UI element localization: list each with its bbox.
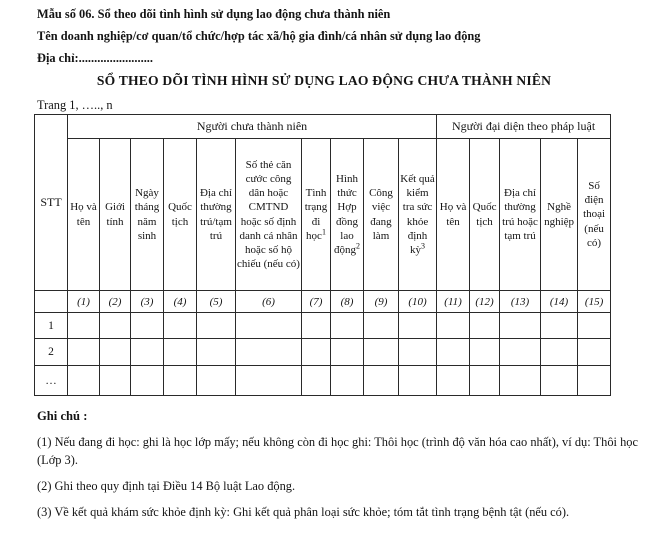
table-cell-empty xyxy=(197,313,236,339)
table-cell-empty xyxy=(302,313,331,339)
employer-name-line: Tên doanh nghiệp/cơ quan/tổ chức/hợp tác xã/hộ gia đình/cá nhân sử dụng lao động xyxy=(37,29,481,43)
table-cell-empty xyxy=(164,366,197,396)
col-header-quoc-tich: Quốc tịch xyxy=(164,139,197,291)
col-number: (8) xyxy=(331,291,364,313)
table-cell-empty xyxy=(164,313,197,339)
row-number: 2 xyxy=(35,339,68,366)
table-cell-empty xyxy=(331,366,364,396)
col-header-tinh-trang-di-hoc xyxy=(302,139,331,291)
table-cell-empty xyxy=(331,339,364,366)
col-number: (3) xyxy=(131,291,164,313)
group-header-minor: Người chưa thành niên xyxy=(68,115,437,139)
footnotes-heading: Ghi chú : xyxy=(37,409,88,423)
col-header-hop-dong xyxy=(331,139,364,291)
col-number: (13) xyxy=(500,291,541,313)
table-cell-empty xyxy=(399,339,437,366)
col-header-so-the: Số thẻ căn cước công dân hoặc CMTND hoặc số định danh cá nhân hoặc số hộ chiếu (nếu có) xyxy=(236,139,302,291)
row-number: … xyxy=(35,366,68,396)
table-cell-empty xyxy=(197,366,236,396)
table-cell-empty xyxy=(100,313,131,339)
table-cell-empty xyxy=(364,366,399,396)
table-row xyxy=(35,366,611,396)
table-cell-empty xyxy=(68,339,100,366)
footnote-3: (3) Về kết quả khám sức khỏe định kỳ: Ghi kết quả phân loại sức khỏe; tóm tắt tình trạng bệnh tật (nếu có). xyxy=(37,505,570,519)
labor-ledger-table xyxy=(34,114,611,396)
col-number: (1) xyxy=(68,291,100,313)
col-header-rep-ho-va-ten: Họ và tên xyxy=(437,139,470,291)
col-label: Hình thức Hợp đồng lao động xyxy=(334,172,358,256)
table-cell-empty xyxy=(541,313,578,339)
stt-number-blank xyxy=(35,291,68,313)
table-cell-empty xyxy=(331,313,364,339)
col-number: (9) xyxy=(364,291,399,313)
table-cell-empty xyxy=(500,313,541,339)
footnote-2: (2) Ghi theo quy định tại Điều 14 Bộ luật Lao động. xyxy=(37,479,296,493)
table-cell-empty xyxy=(541,366,578,396)
col-number: (10) xyxy=(399,291,437,313)
table-cell-empty xyxy=(578,366,611,396)
table-cell-empty xyxy=(302,339,331,366)
col-header-rep-so-dien-thoai: Số điện thoại (nếu có) xyxy=(578,139,611,291)
footnote-ref-3: 3 xyxy=(421,241,426,251)
table-cell-empty xyxy=(131,339,164,366)
table-cell-empty xyxy=(364,313,399,339)
table-row xyxy=(35,313,611,339)
table-cell-empty xyxy=(578,339,611,366)
table-cell-empty xyxy=(68,366,100,396)
table-cell-empty xyxy=(236,339,302,366)
table-cell-empty xyxy=(578,313,611,339)
col-number: (5) xyxy=(197,291,236,313)
table-cell-empty xyxy=(437,366,470,396)
table-cell-empty xyxy=(437,339,470,366)
col-number: (7) xyxy=(302,291,331,313)
table-cell-empty xyxy=(100,366,131,396)
col-header-rep-dia-chi: Địa chỉ thường trú hoặc tạm trú xyxy=(500,139,541,291)
page-title: SỔ THEO DÕI TÌNH HÌNH SỬ DỤNG LAO ĐỘNG CHƯA THÀNH NIÊN xyxy=(96,73,552,88)
table-cell-empty xyxy=(100,339,131,366)
col-number: (12) xyxy=(470,291,500,313)
col-number: (15) xyxy=(578,291,611,313)
table-cell-empty xyxy=(470,366,500,396)
col-header-ngay-sinh: Ngày tháng năm sinh xyxy=(131,139,164,291)
col-header-rep-nghe-nghiep: Nghề nghiệp xyxy=(541,139,578,291)
table-cell-empty xyxy=(197,339,236,366)
col-number: (2) xyxy=(100,291,131,313)
col-number: (6) xyxy=(236,291,302,313)
table-cell-empty xyxy=(470,313,500,339)
footnote-ref-2: 2 xyxy=(356,241,360,251)
table-cell-empty xyxy=(500,366,541,396)
table-cell-empty xyxy=(302,366,331,396)
table-cell-empty xyxy=(131,366,164,396)
footnote-ref-1: 1 xyxy=(321,227,326,237)
col-header-suc-khoe xyxy=(399,139,437,291)
col-label: Tình trạng đi học xyxy=(304,187,328,242)
group-header-row xyxy=(35,115,611,139)
column-number-row xyxy=(35,291,611,313)
table-cell-empty xyxy=(399,313,437,339)
table-cell-empty xyxy=(164,339,197,366)
table-cell-empty xyxy=(437,313,470,339)
table-cell-empty xyxy=(236,313,302,339)
col-label: Kết quả kiểm tra sức khỏe định kỳ xyxy=(400,172,435,256)
page-number-label: Trang 1, ….., n xyxy=(37,98,113,112)
document-header xyxy=(37,7,628,65)
table-cell-empty xyxy=(236,366,302,396)
table-cell-empty xyxy=(399,366,437,396)
col-number: (11) xyxy=(437,291,470,313)
col-number: (4) xyxy=(164,291,197,313)
table-cell-empty xyxy=(68,313,100,339)
table-row xyxy=(35,339,611,366)
footnote-1: (1) Nếu đang đi học: ghi là học lớp mấy; nếu không còn đi học ghi: Thôi học (trình độ văn hóa cao nhất), ví dụ: Thôi học (Lớp 3). xyxy=(37,435,638,467)
footnotes-section xyxy=(37,409,638,521)
table-cell-empty xyxy=(541,339,578,366)
table-cell-empty xyxy=(131,313,164,339)
row-number: 1 xyxy=(35,313,68,339)
table-cell-empty xyxy=(500,339,541,366)
form-number-line: Mẫu số 06. Sổ theo dõi tình hình sử dụng lao động chưa thành niên xyxy=(37,7,391,21)
table-cell-empty xyxy=(470,339,500,366)
col-header-dia-chi: Địa chỉ thường trú/tạm trú xyxy=(197,139,236,291)
col-header-cong-viec: Công việc đang làm xyxy=(364,139,399,291)
address-line: Địa chỉ:........................ xyxy=(37,51,153,65)
col-header-gioi-tinh: Giới tính xyxy=(100,139,131,291)
col-header-rep-quoc-tich: Quốc tịch xyxy=(470,139,500,291)
col-header-ho-va-ten: Họ và tên xyxy=(68,139,100,291)
col-number: (14) xyxy=(541,291,578,313)
column-header-row xyxy=(35,139,611,291)
stt-header: STT xyxy=(35,115,68,291)
group-header-representative: Người đại diện theo pháp luật xyxy=(437,115,611,139)
table-cell-empty xyxy=(364,339,399,366)
